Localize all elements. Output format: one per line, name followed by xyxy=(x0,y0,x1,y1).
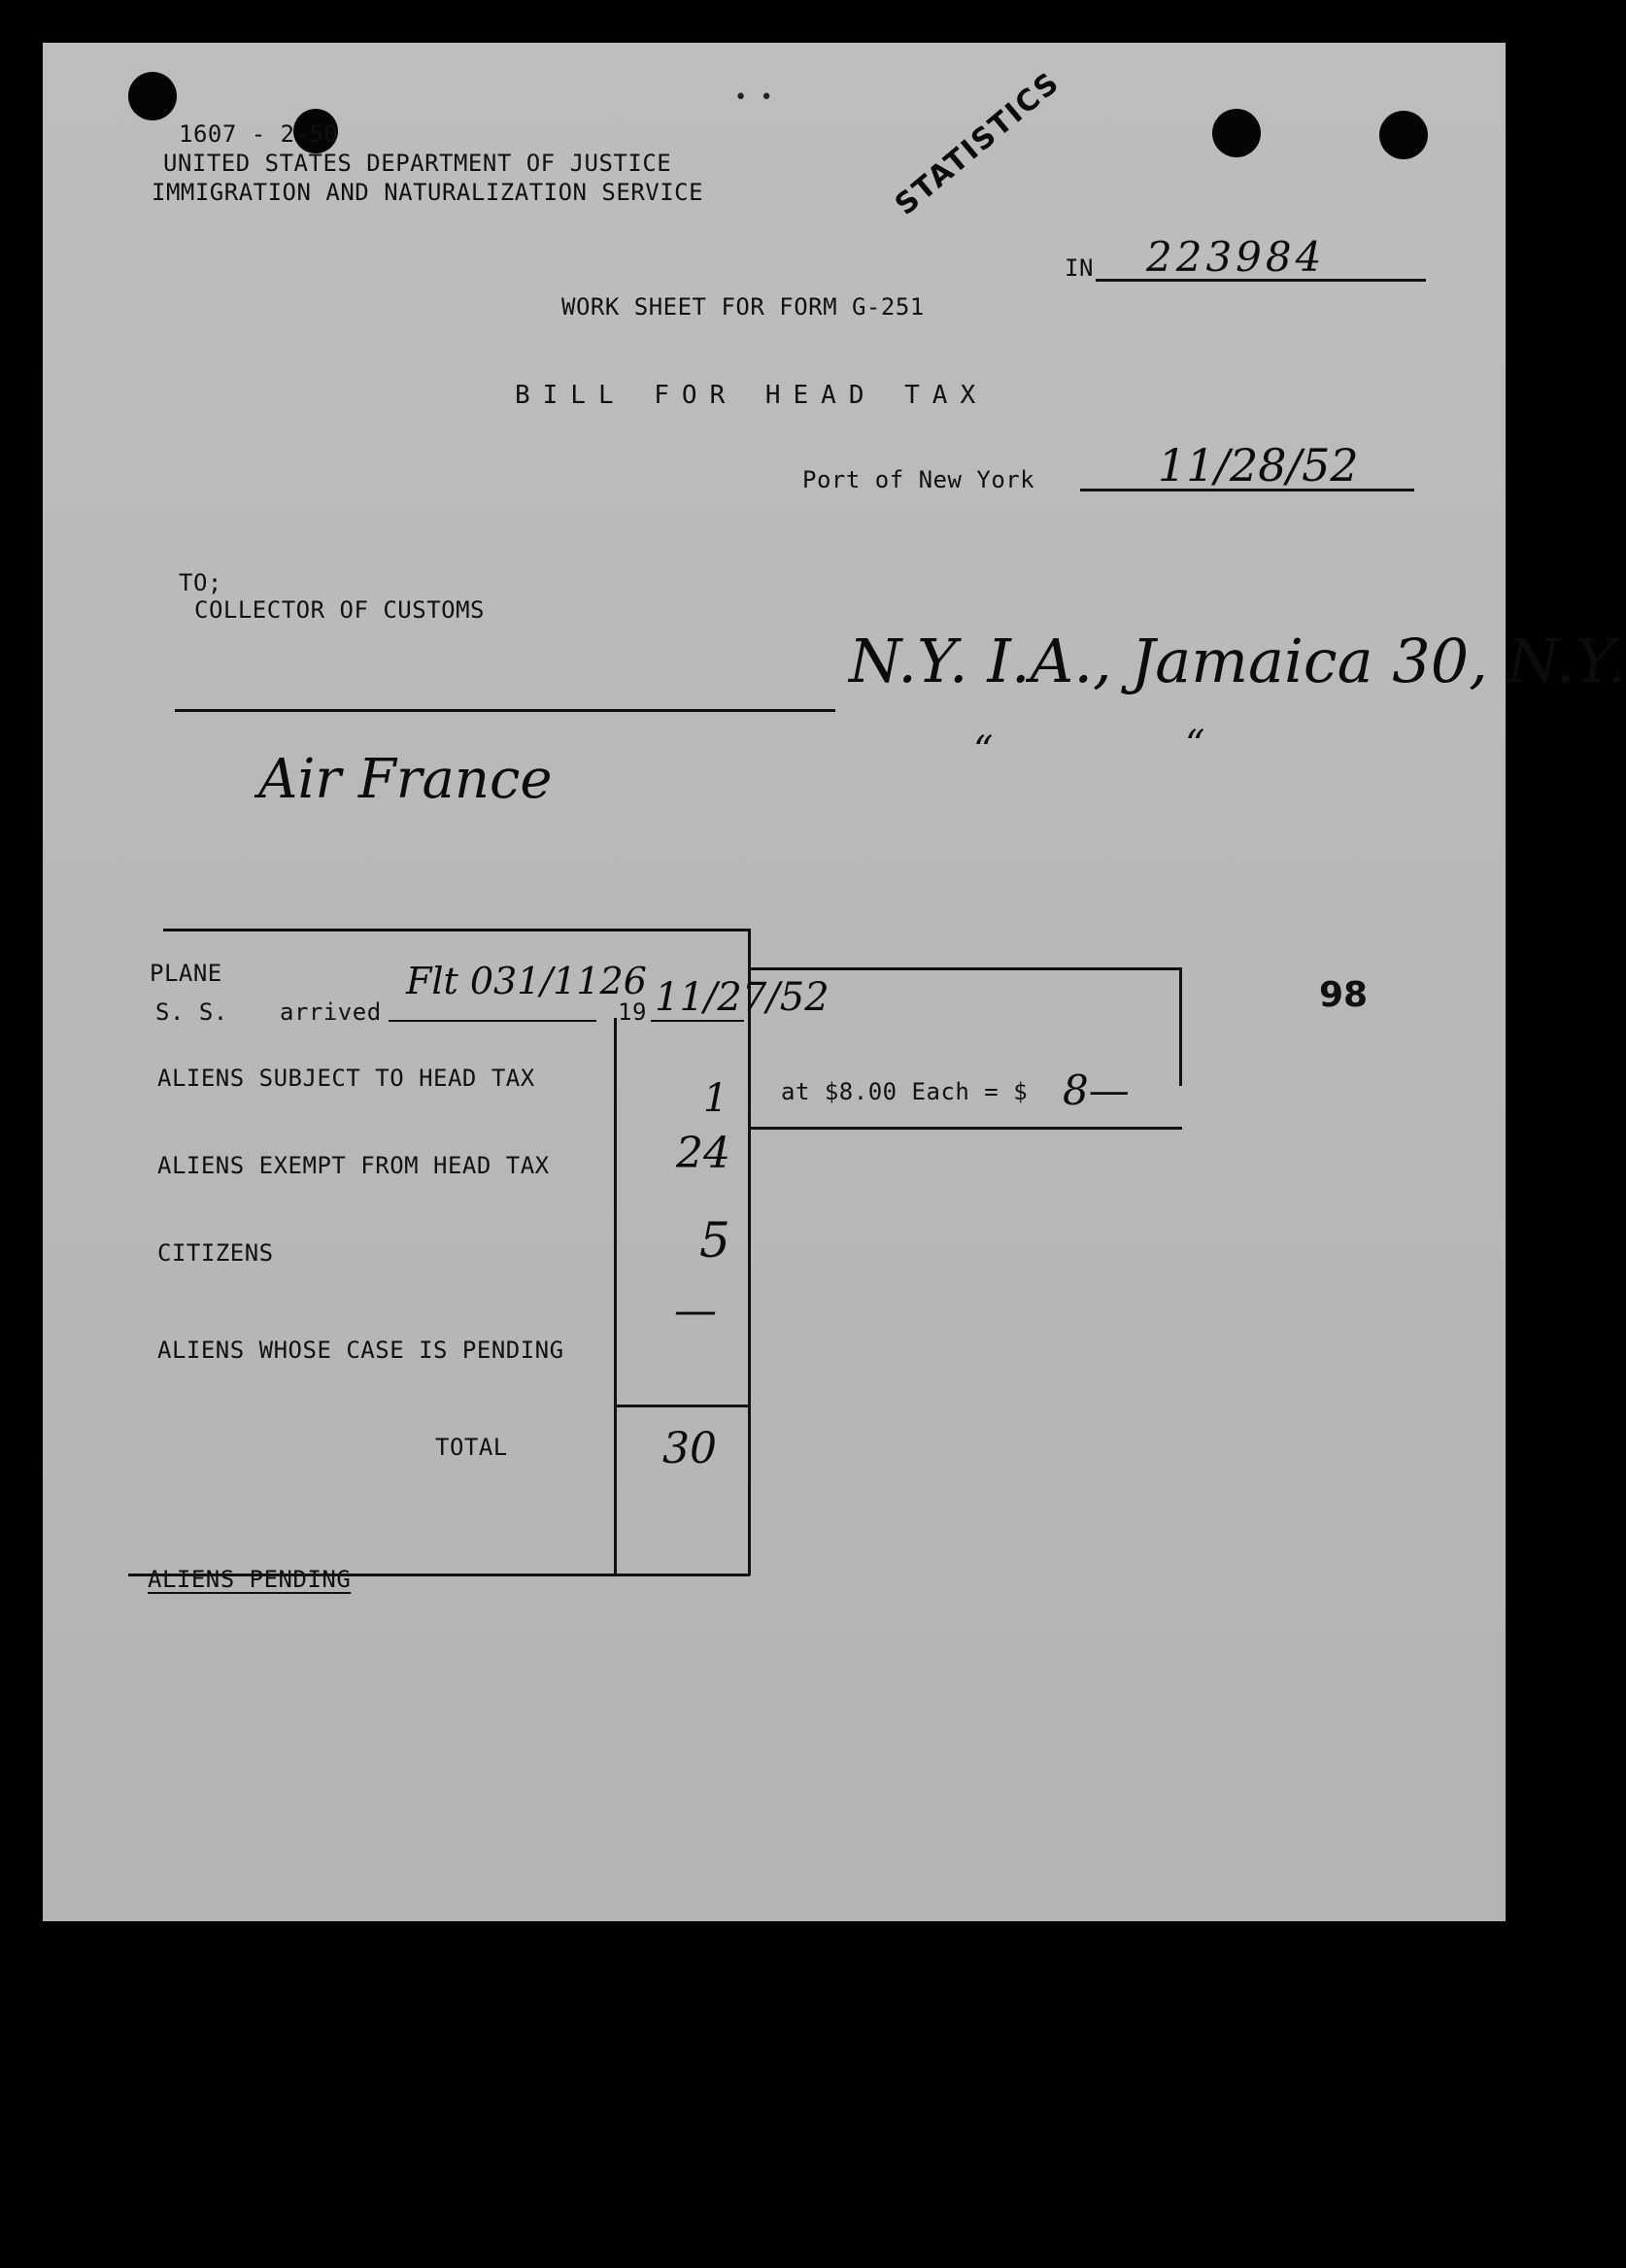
to-recipient: COLLECTOR OF CUSTOMS xyxy=(194,596,485,624)
flight-number: Flt 031/1126 xyxy=(406,960,647,1002)
ink-marks: • • xyxy=(734,85,773,110)
ditto-mark-right: “ xyxy=(1185,723,1205,767)
total-top-rule xyxy=(614,1405,750,1407)
year-prefix: 19 xyxy=(618,999,647,1026)
date: 11/28/52 xyxy=(1158,439,1359,491)
rate-box-right xyxy=(1179,967,1182,1086)
aliens-pending-label: ALIENS PENDING xyxy=(148,1566,352,1593)
page-number: 98 xyxy=(1319,975,1369,1015)
to-label: TO; xyxy=(179,569,222,596)
ss-label: S. S. xyxy=(155,999,228,1026)
row-label-pending: ALIENS WHOSE CASE IS PENDING xyxy=(157,1337,564,1364)
rate-box-top xyxy=(750,967,1181,970)
punch-hole-left xyxy=(128,72,177,120)
row-label-citizens: CITIZENS xyxy=(157,1239,274,1267)
arrival-date-underline xyxy=(651,1020,744,1022)
punch-hole-right-1 xyxy=(1212,109,1261,157)
row-value-exempt: 24 xyxy=(676,1129,730,1178)
row-label-exempt: ALIENS EXEMPT FROM HEAD TAX xyxy=(157,1152,550,1179)
table-right-border xyxy=(748,929,751,1575)
row-value-subject: 1 xyxy=(703,1076,728,1121)
document-sheet xyxy=(43,43,1626,1921)
plane-label: PLANE xyxy=(150,960,222,987)
in-number: 223984 xyxy=(1146,233,1326,281)
total-value: 30 xyxy=(662,1424,717,1473)
recipient-underline xyxy=(175,709,835,712)
flight-underline xyxy=(389,1020,596,1022)
handwritten-carrier: Air France xyxy=(258,748,553,811)
department-name: UNITED STATES DEPARTMENT OF JUSTICE xyxy=(163,150,672,177)
handwritten-location: N.Y. I.A., Jamaica 30, N.Y. xyxy=(849,626,1626,696)
punch-hole-right-2 xyxy=(1379,111,1428,159)
arrival-date: 11/27/52 xyxy=(655,975,830,1020)
row-value-pending: — xyxy=(674,1286,717,1336)
port-label: Port of New York xyxy=(802,466,1035,493)
row-label-subject: ALIENS SUBJECT TO HEAD TAX xyxy=(157,1065,535,1092)
statistics-stamp: STATISTICS xyxy=(889,65,1067,222)
table-top-rule xyxy=(163,929,750,931)
total-label: TOTAL xyxy=(435,1434,508,1461)
service-name: IMMIGRATION AND NATURALIZATION SERVICE xyxy=(152,179,704,206)
ditto-mark-left: “ xyxy=(973,728,994,773)
bill-title: BILL FOR HEAD TAX xyxy=(515,381,989,410)
worksheet-title: WORK SHEET FOR FORM G-251 xyxy=(561,293,925,321)
head-tax-amount: 8— xyxy=(1063,1066,1130,1114)
rate-text: at $8.00 Each = $ xyxy=(781,1078,1029,1105)
form-number: 1607 - 2-50 xyxy=(179,120,339,148)
table-value-column-border xyxy=(614,1018,617,1575)
row-value-citizens: 5 xyxy=(699,1212,730,1269)
arrived-label: arrived xyxy=(280,999,382,1026)
rate-box-bottom xyxy=(750,1127,1182,1130)
in-label: IN xyxy=(1065,254,1094,282)
